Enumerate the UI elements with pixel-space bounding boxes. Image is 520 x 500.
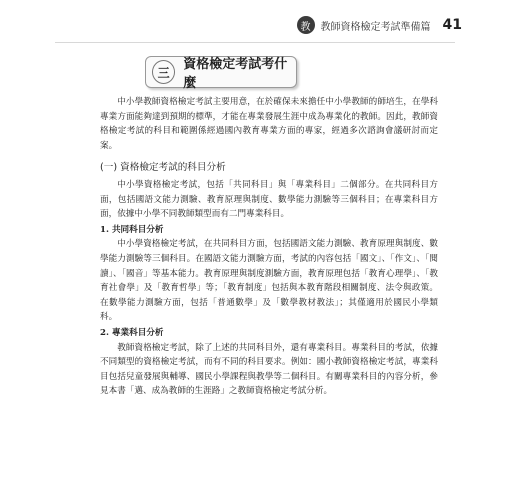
running-header bbox=[297, 16, 462, 34]
professional-subjects-heading: 2. 專業科目分析 bbox=[100, 327, 164, 338]
section-number: 三 bbox=[152, 60, 175, 84]
header-divider bbox=[55, 42, 455, 43]
section-heading bbox=[145, 56, 297, 91]
common-subjects-paragraph: 中小學資格檢定考試，在共同科目方面，包括國語文能力測驗、教育原理與制度、數學能力測驗等三個科目。在國語文能力測驗方面，考試的內容包括「國文」、「作文」、「閱讀」、「國音」等基本能力。教育原理與制度測驗方面，教育原理包括「教育心理學」、「教育社會學」及「教育哲學」等；「教育制度」包括與本教育階段相關制度、法令與政策。在數學能力測驗方面，包括「普通數學」及「數學教材教法」；其僅適用於國民小學類科。 bbox=[100, 239, 438, 323]
page-number: 41 bbox=[442, 17, 462, 33]
body-text bbox=[100, 92, 438, 399]
professional-subjects-paragraph: 教師資格檢定考試，除了上述的共同科目外，還有專業科目。專業科目的考試，依據不同類型的資格檢定考試，而有不同的科目要求。例如：國小教師資格檢定考試，專業科目包括兒童發展與輔導、國民小學課程與教學等二個科目。有關專業科目的內容分析，參見本書「邁、成為教師的生涯路」之教師資格檢定考試分析。 bbox=[100, 342, 438, 397]
common-subjects-heading: 1. 共同科目分析 bbox=[100, 224, 164, 235]
running-header-title: 教師資格檢定考試準備篇 bbox=[320, 21, 431, 33]
subsection-title: (一) 資格檢定考試的科目分析 bbox=[100, 162, 226, 174]
book-logo-icon: 教 bbox=[297, 16, 315, 34]
intro-paragraph: 中小學教師資格檢定考試主要用意，在於確保未來擔任中小學教師的師培生，在學科專業方面能夠達到預期的標準，才能在專業發展生涯中成為專業化的教師。因此，教師資格檢定考試的科目和範圍係經過國內教育專業方面的專家，經過多次諮詢會議研討而定案。 bbox=[100, 97, 438, 151]
subsection-paragraph: 中小學資格檢定考試，包括「共同科目」與「專業科目」二個部分。在共同科目方面，包括國語文能力測驗、教育原理與制度、數學能力測驗等三個科目；在專業科目方面，依據中小學不同教師類型而有二門專業科目。 bbox=[100, 179, 438, 220]
section-title: 資格檢定考試考什麼 bbox=[183, 57, 288, 91]
